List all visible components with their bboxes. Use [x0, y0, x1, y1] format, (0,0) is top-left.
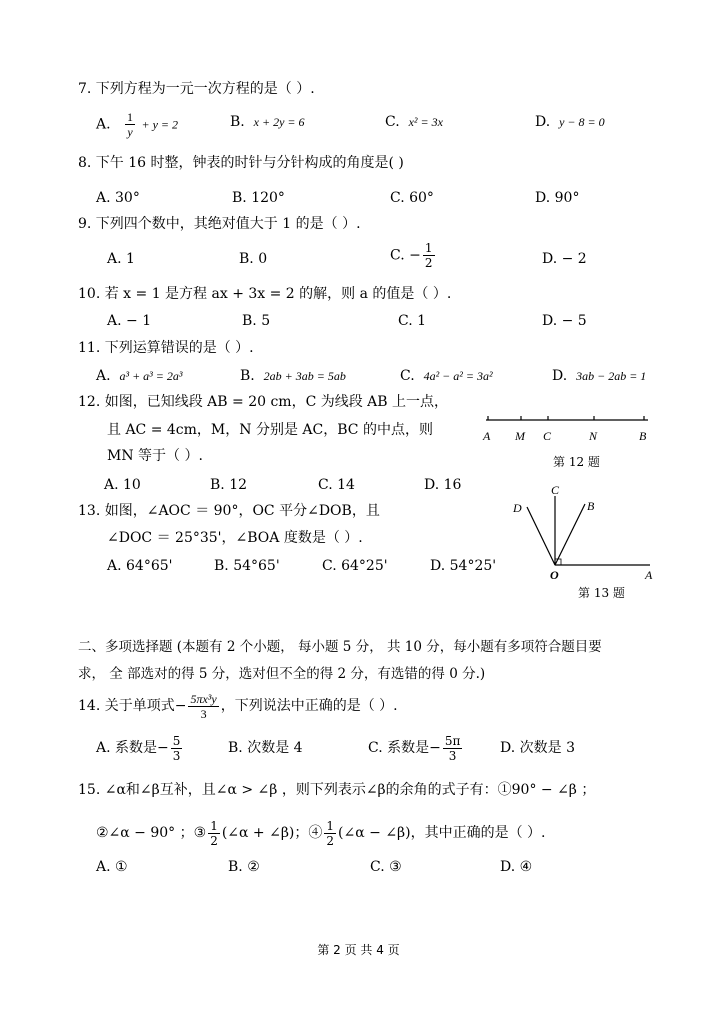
q8-option-c: C. 60°	[390, 190, 434, 206]
q15-option-b: B. ②	[228, 859, 260, 875]
q10-option-c: C. 1	[398, 313, 427, 329]
q8-stem: 8. 下午 16 时整，钟表的时针与分针构成的角度是( )	[78, 155, 404, 171]
q9-option-d: D. − 2	[542, 251, 587, 267]
q10-stem: 10. 若 x = 1 是方程 ax + 3x = 2 的解，则 a 的值是（ ）.	[78, 286, 452, 302]
q12-line-3: MN 等于（ ）.	[107, 448, 203, 464]
q15-option-a: A. ①	[96, 859, 128, 875]
q13-option-a: A. 64°65'	[107, 558, 173, 574]
q7-option-b: B. x + 2y = 6	[230, 114, 305, 130]
q13-line-1: 13. 如图，∠AOC ＝ 90°，OC 平分∠DOB，且	[78, 503, 380, 519]
q7-option-c: C. x² = 3x	[385, 114, 443, 130]
q14-option-d: D. 次数是 3	[500, 740, 575, 756]
q9-stem: 9. 下列四个数中，其绝对值大于 1 的是（ ）.	[78, 216, 361, 232]
label-c: C	[543, 429, 552, 443]
q14-option-b: B. 次数是 4	[228, 740, 303, 756]
q7-option-d: D. y − 8 = 0	[535, 114, 605, 130]
q13-option-b: B. 54°65'	[214, 558, 280, 574]
q12-option-c: C. 14	[318, 477, 355, 493]
q10-option-b: B. 5	[242, 313, 271, 329]
q12-line-1: 12. 如图，已知线段 AB = 20 cm，C 为线段 AB 上一点，	[78, 394, 449, 410]
q8-option-b: B. 120°	[232, 190, 285, 206]
q11-stem: 11. 下列运算错误的是（ ）.	[78, 340, 254, 356]
label-m: M	[515, 429, 525, 443]
q12-line-2: 且 AC = 4cm，M，N 分别是 AC，BC 的中点，则	[107, 422, 433, 438]
q13-line-2: ∠DOC ＝ 25°35'，∠BOA 度数是（ ）.	[107, 530, 363, 546]
q10-option-d: D. − 5	[542, 313, 587, 329]
q12-option-a: A. 10	[104, 477, 141, 493]
q13-figure-caption: 第 13 题	[578, 586, 625, 600]
page-number: 第 2 页 共 4 页	[317, 943, 400, 957]
q12-figure-caption: 第 12 题	[553, 455, 600, 469]
q11-option-c: C. 4a² − a² = 3a²	[400, 368, 493, 384]
label-b: B	[587, 499, 595, 513]
q14-option-c: C. 系数是− $\frac{5\pi}{3}$	[368, 733, 461, 763]
q13-option-d: D. 54°25'	[430, 558, 497, 574]
q9-option-a: A. 1	[107, 251, 135, 267]
q11-option-d: D. 3ab − 2ab = 1	[552, 368, 647, 384]
q12-option-d: D. 16	[424, 477, 462, 493]
q11-option-b: B. 2ab + 3ab = 5ab	[240, 368, 346, 384]
q9-option-b: B. 0	[239, 251, 268, 267]
q15-option-d: D. ④	[500, 859, 533, 875]
q7-option-a: A. $\frac{1}{y}$ + y = 2	[96, 110, 178, 139]
q15-line-1: 15. ∠α和∠β互补，且∠α > ∠β ，则下列表示∠β的余角的式子有：①90° − ∠β ；	[78, 782, 596, 798]
label-n: N	[589, 429, 598, 443]
q11-option-a: A. a³ + a³ = 2a³	[96, 368, 183, 384]
q13-option-c: C. 64°25'	[322, 558, 388, 574]
label-c: C	[551, 483, 560, 497]
q14-stem: 14. 关于单项式− $\frac{\text{5πx³y}}{3}$ ，下列说法中正确的是（ ）.	[78, 691, 398, 721]
q15-line-2: ②∠α − 90° ；③ $\frac{1}{2}$ (∠α + ∠β)；④ $\frac{1}{2}$ (∠α − ∠β)，其中正确的是（ ）.	[96, 818, 546, 848]
q8-option-d: D. 90°	[535, 190, 580, 206]
angle-figure	[505, 482, 665, 582]
q14-option-a: A. 系数是− $\frac{5}{3}$	[96, 733, 181, 763]
ray-od	[527, 507, 555, 565]
q8-option-a: A. 30°	[96, 190, 140, 206]
label-o: O	[550, 568, 559, 582]
q10-option-a: A. − 1	[107, 313, 152, 329]
label-a: A	[645, 568, 653, 582]
q9-option-c: C. − $\frac{1}{2}$	[390, 241, 433, 270]
label-a: A	[483, 429, 491, 443]
section-2-instructions: 求， 全 部选对的得 5 分，选对但不全的得 2 分，有选错的得 0 分.)	[78, 666, 486, 682]
segment-figure	[478, 410, 663, 450]
label-d: D	[513, 501, 522, 515]
q15-option-c: C. ③	[370, 859, 402, 875]
q12-option-b: B. 12	[210, 477, 248, 493]
section-2-heading: 二、多项选择题 (本题有 2 个小题， 每小题 5 分， 共 10 分，每小题有多项符合题目要	[78, 639, 602, 655]
ray-ob	[555, 504, 585, 565]
label-b: B	[639, 429, 647, 443]
q7-stem: 7. 下列方程为一元一次方程的是（ ）.	[78, 81, 315, 97]
